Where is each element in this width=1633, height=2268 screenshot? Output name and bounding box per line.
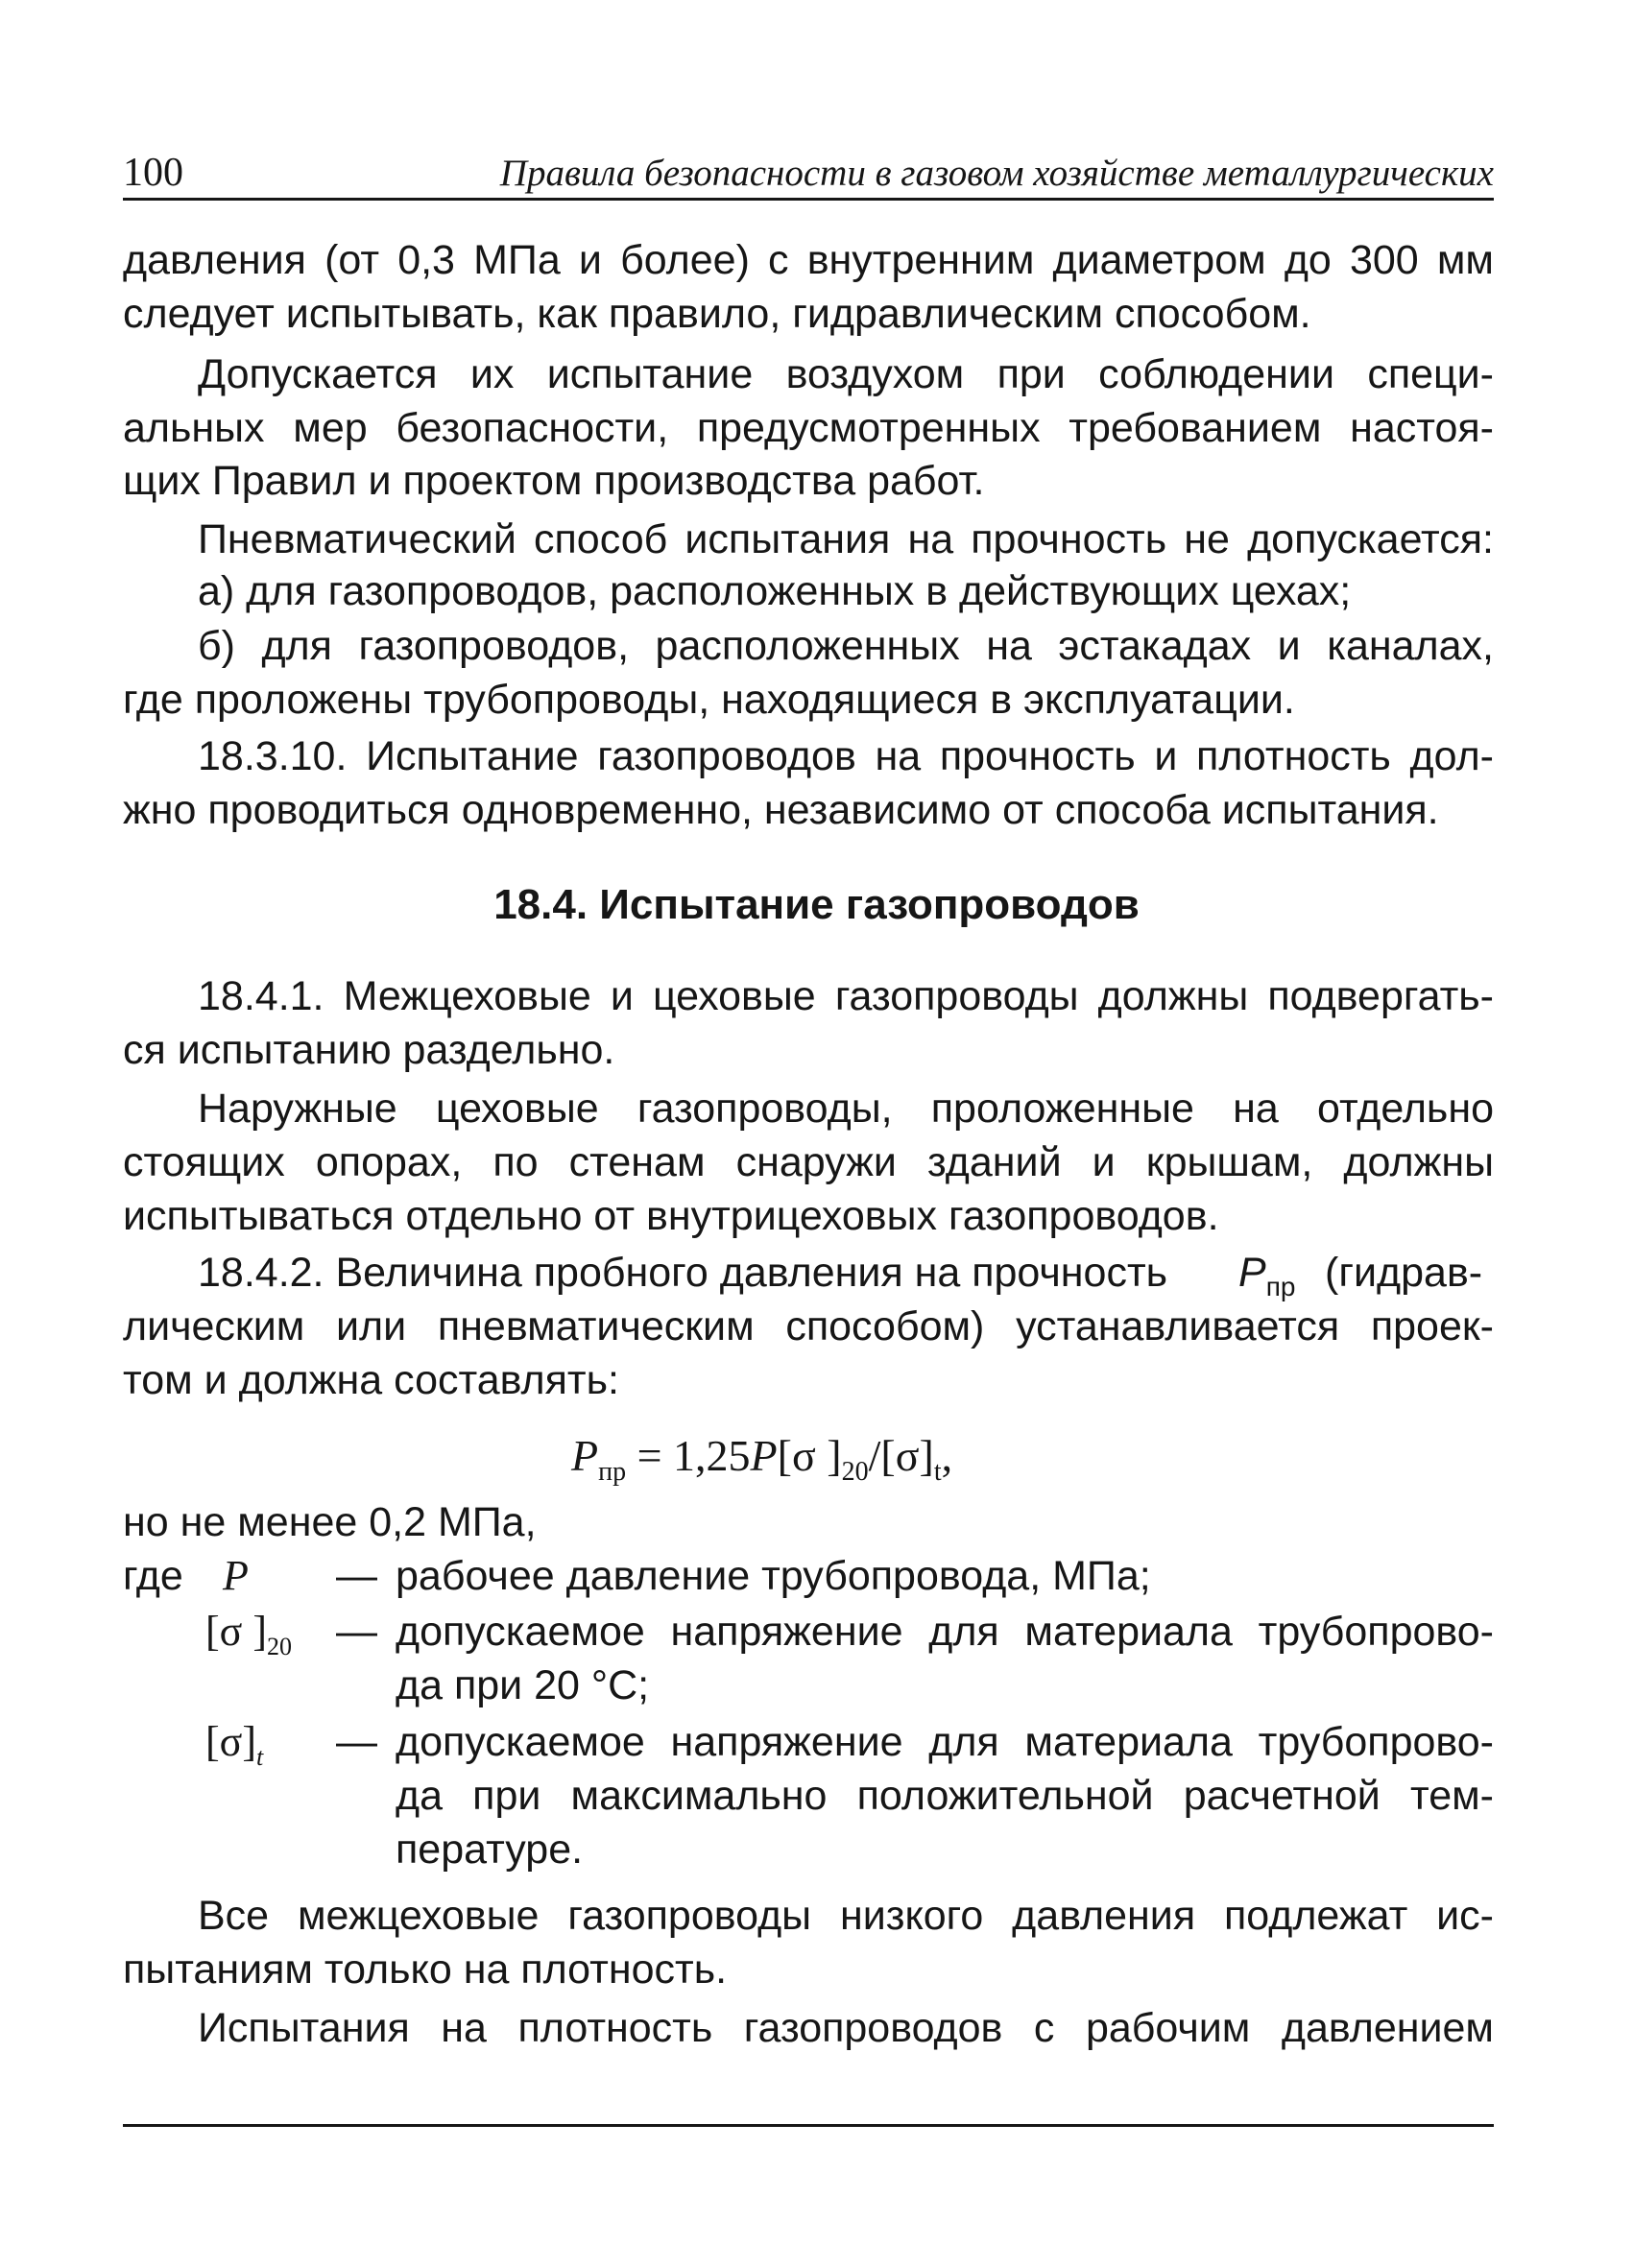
where-dash: — (336, 1553, 377, 1599)
text-line: Все межцеховые газопроводы низкого давления подлежат ис- (198, 1893, 1494, 1939)
text-line: Наружные цеховые газопроводы, проложенные на отдельно (198, 1086, 1494, 1132)
footer-rule (123, 2124, 1494, 2127)
text-line: (гидрав- (1325, 1250, 1483, 1296)
formula: $P_{пр} = 1,25P[\sigma$ ]$_{20}/[\sigma]_t$, (571, 1431, 953, 1488)
text-line: но не менее 0,2 МПа, (123, 1499, 537, 1545)
section-heading: 18.4. Испытание газопроводов (493, 881, 1140, 928)
where-definition: да при 20 °С; (396, 1662, 650, 1708)
where-dash: — (336, 1719, 377, 1765)
where-symbol: [σ ]$_{20}$ (205, 1608, 293, 1660)
running-header (123, 150, 1494, 196)
text-line: Испытания на плотность газопроводов с рабочим давлением (198, 2005, 1494, 2051)
text-line: альных мер безопасности, предусмотренных требованием настоя- (123, 405, 1494, 451)
where-definition: допускаемое напряжение для материала трубопрово- (396, 1719, 1494, 1765)
text-line: лическим или пневматическим способом) устанавливается проек- (123, 1303, 1494, 1349)
text-line: жно проводиться одновременно, независимо от способа испытания. (123, 787, 1439, 833)
text-line: 18.4.1. Межцеховые и цеховые газопроводы должны подвергать- (198, 973, 1494, 1019)
running-title: Правила безопасности в газовом хозяйстве металлургических (499, 153, 1494, 194)
page-number: 100 (123, 151, 183, 195)
where-symbol: $[\sigma]_t$ (205, 1718, 264, 1771)
where-definition: рабочее давление трубопровода, МПа; (396, 1553, 1151, 1599)
text-line: следует испытывать, как правило, гидравлическим способом. (123, 291, 1311, 337)
text-line: ся испытанию раздельно. (123, 1027, 615, 1073)
text-line: а) для газопроводов, расположенных в действующих цехах; (198, 568, 1352, 614)
text-line: щих Правил и проектом производства работ. (123, 458, 985, 504)
where-definition: да при максимально положительной расчетной тем- (396, 1773, 1494, 1819)
text-line: 18.4.2. Величина пробного давления на прочность (198, 1250, 1168, 1296)
text-line: давления (от 0,3 МПа и более) с внутренним диаметром до 300 мм (123, 237, 1494, 283)
where-definition: допускаемое напряжение для материала трубопрово- (396, 1609, 1494, 1655)
text-line: где проложены трубопроводы, находящиеся в эксплуатации. (123, 677, 1295, 723)
where-symbol: P (223, 1552, 249, 1599)
where-label: где (123, 1553, 183, 1599)
text-line: Пневматический способ испытания на прочность не допускается: (198, 516, 1494, 562)
header-rule (123, 198, 1494, 201)
text-line: пытаниям только на плотность. (123, 1946, 728, 1993)
text-line: б) для газопроводов, расположенных на эстакадах и каналах, (198, 623, 1494, 669)
where-dash: — (336, 1609, 377, 1655)
where-definition: пературе. (396, 1826, 584, 1873)
text-line: испытываться отдельно от внутрицеховых газопроводов. (123, 1193, 1219, 1239)
text-line: стоящих опорах, по стенам снаружи зданий и крышам, должны (123, 1139, 1494, 1185)
text-line: Допускается их испытание воздухом при соблюдении специ- (198, 351, 1494, 397)
text-line: том и должна составлять: (123, 1357, 619, 1403)
text-line: 18.3.10. Испытание газопроводов на прочность и плотность дол- (198, 733, 1494, 779)
inline-symbol: $P_{пр}$ (1238, 1250, 1296, 1301)
